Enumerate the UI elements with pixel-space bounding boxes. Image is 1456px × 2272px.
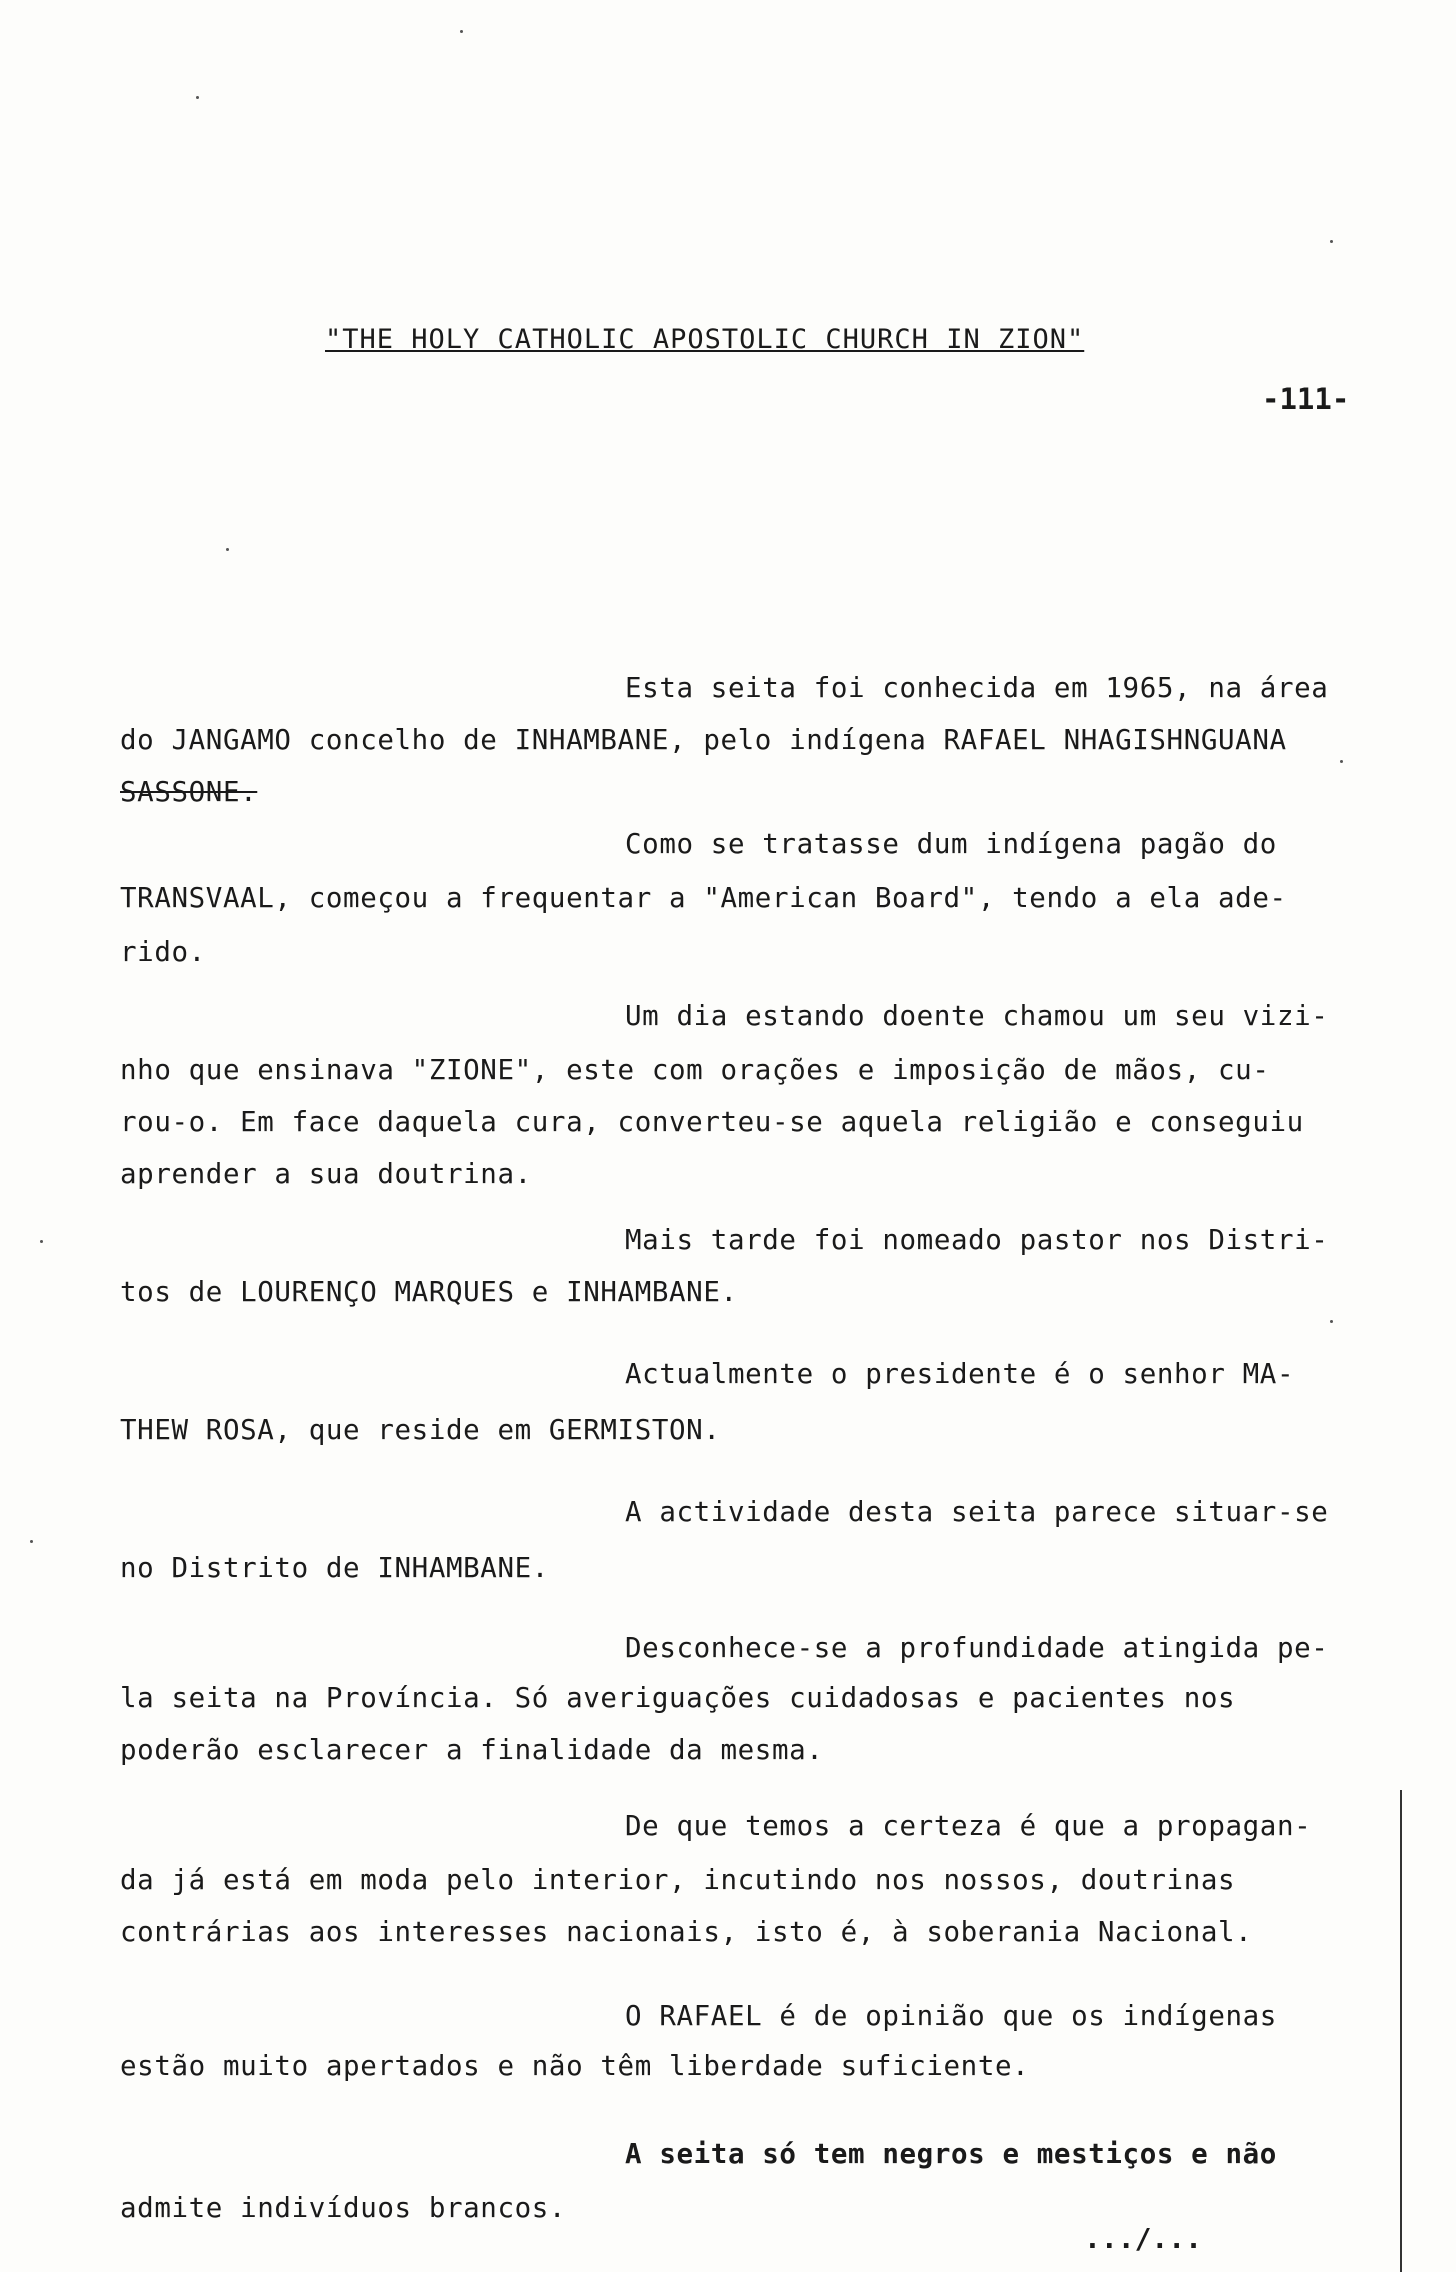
paragraph-line: contrárias aos interesses nacionais, isto é, à soberania Nacional.: [120, 1916, 1253, 1948]
paragraph-line: Desconhece-se a profundidade atingida pe-: [625, 1632, 1329, 1664]
scan-speck: [1330, 1320, 1333, 1323]
paragraph-line: aprender a sua doutrina.: [120, 1158, 532, 1190]
paragraph-line: nho que ensinava "ZIONE", este com orações e imposição de mãos, cu-: [120, 1054, 1270, 1086]
paragraph-line: A seita só tem negros e mestiços e não: [625, 2138, 1277, 2170]
scan-speck: [30, 1540, 33, 1543]
scan-speck: [460, 30, 463, 33]
page-number: -111-: [1262, 382, 1350, 416]
paragraph-line: rido.: [120, 936, 206, 968]
paragraph-line: Mais tarde foi nomeado pastor nos Distri-: [625, 1224, 1329, 1256]
paragraph-line: la seita na Província. Só averiguações cuidadosas e pacientes nos: [120, 1682, 1236, 1714]
paragraph-line: Esta seita foi conhecida em 1965, na área: [625, 672, 1329, 704]
paragraph-line: da já está em moda pelo interior, incutindo nos nossos, doutrinas: [120, 1864, 1236, 1896]
paragraph-line: A actividade desta seita parece situar-se: [625, 1496, 1329, 1528]
paragraph-line: admite indivíduos brancos.: [120, 2192, 567, 2224]
document-title: "THE HOLY CATHOLIC APOSTOLIC CHURCH IN ZION": [325, 324, 1085, 355]
scan-speck: [1340, 760, 1343, 763]
paragraph-line: O RAFAEL é de opinião que os indígenas: [625, 2000, 1277, 2032]
scan-speck: [40, 1240, 43, 1243]
paragraph-line: THEW ROSA, que reside em GERMISTON.: [120, 1414, 721, 1446]
scan-speck: [1330, 240, 1333, 243]
paragraph-line: tos de LOURENÇO MARQUES e INHAMBANE.: [120, 1276, 738, 1308]
paragraph-line: TRANSVAAL, começou a frequentar a "American Board", tendo a ela ade-: [120, 882, 1287, 914]
paragraph-line: SASSONE.: [120, 776, 258, 808]
paragraph-line: do JANGAMO concelho de INHAMBANE, pelo indígena RAFAEL NHAGISHNGUANA: [120, 724, 1287, 756]
paragraph-line: Um dia estando doente chamou um seu vizi-: [625, 1000, 1329, 1032]
paragraph-line: Actualmente o presidente é o senhor MA-: [625, 1358, 1295, 1390]
paragraph-line: rou-o. Em face daquela cura, converteu-se aquela religião e conseguiu: [120, 1106, 1304, 1138]
paragraph-line: Como se tratasse dum indígena pagão do: [625, 828, 1277, 860]
scan-speck: [196, 96, 199, 99]
paragraph-line: estão muito apertados e não têm liberdade suficiente.: [120, 2050, 1030, 2082]
paragraph-line: no Distrito de INHAMBANE.: [120, 1552, 549, 1584]
paragraph-line: De que temos a certeza é que a propagan-: [625, 1810, 1312, 1842]
scan-speck: [226, 548, 229, 551]
continuation-mark: .../...: [1084, 2222, 1203, 2255]
page-edge-line: [1400, 1790, 1402, 2272]
paragraph-line: poderão esclarecer a finalidade da mesma.: [120, 1734, 824, 1766]
